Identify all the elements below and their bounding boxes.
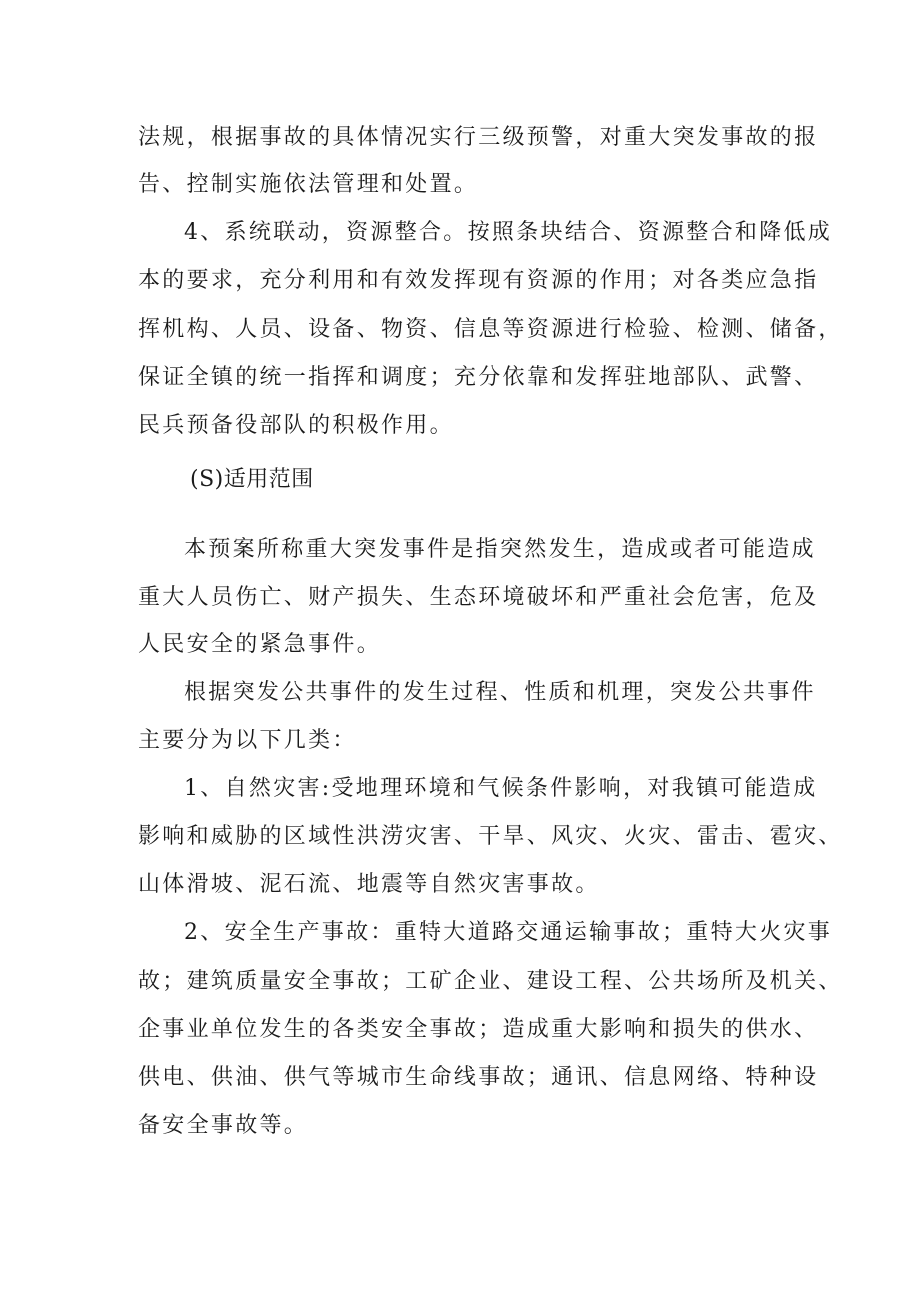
text-line: 民兵预备役部队的积极作用。	[138, 413, 454, 438]
text-line: 本的要求，充分利用和有效发挥现有资源的作用；对各类应急指	[138, 268, 819, 293]
text-line: 法规，根据事故的具体情况实行三级预警，对重大突发事故的报	[138, 125, 819, 150]
text-line: 告、控制实施依法管理和处置。	[138, 172, 479, 197]
text-line: 4、系统联动，资源整合。按照条块结合、资源整合和降低成	[184, 220, 833, 245]
text-line: 企事业单位发生的各类安全事故；造成重大影响和损失的供水、	[138, 1017, 819, 1042]
text-line: 本预案所称重大突发事件是指突然发生，造成或者可能造成	[184, 537, 816, 562]
text-line: 2、安全生产事故：重特大道路交通运输事故；重特大火灾事	[184, 920, 833, 945]
text-line: 故；建筑质量安全事故；工矿企业、建设工程、公共场所及机关、	[138, 969, 843, 994]
text-line: 人民安全的紧急事件。	[138, 632, 382, 657]
text-line: 1、自然灾害:受地理环境和气候条件影响，对我镇可能造成	[184, 776, 818, 801]
text-line: 备安全事故等。	[138, 1113, 309, 1138]
text-line: 保证全镇的统一指挥和调度；充分依靠和发挥驻地部队、武警、	[138, 365, 819, 390]
text-line: 供电、供油、供气等城市生命线事故；通讯、信息网络、特种设	[138, 1065, 819, 1090]
text-line: 挥机构、人员、设备、物资、信息等资源进行检验、检测、储备，	[138, 317, 843, 342]
text-line: 山体滑坡、泥石流、地震等自然灾害事故。	[138, 872, 600, 897]
text-line: 根据突发公共事件的发生过程、性质和机理，突发公共事件	[184, 680, 816, 705]
text-line: 影响和威胁的区域性洪涝灾害、干旱、风灾、火灾、雷击、雹灾、	[138, 824, 843, 849]
text-line: 主要分为以下几类：	[138, 728, 357, 753]
section-heading: (S)适用范围	[190, 467, 314, 492]
text-line: 重大人员伤亡、财产损失、生态环境破坏和严重社会危害，危及	[138, 585, 819, 610]
